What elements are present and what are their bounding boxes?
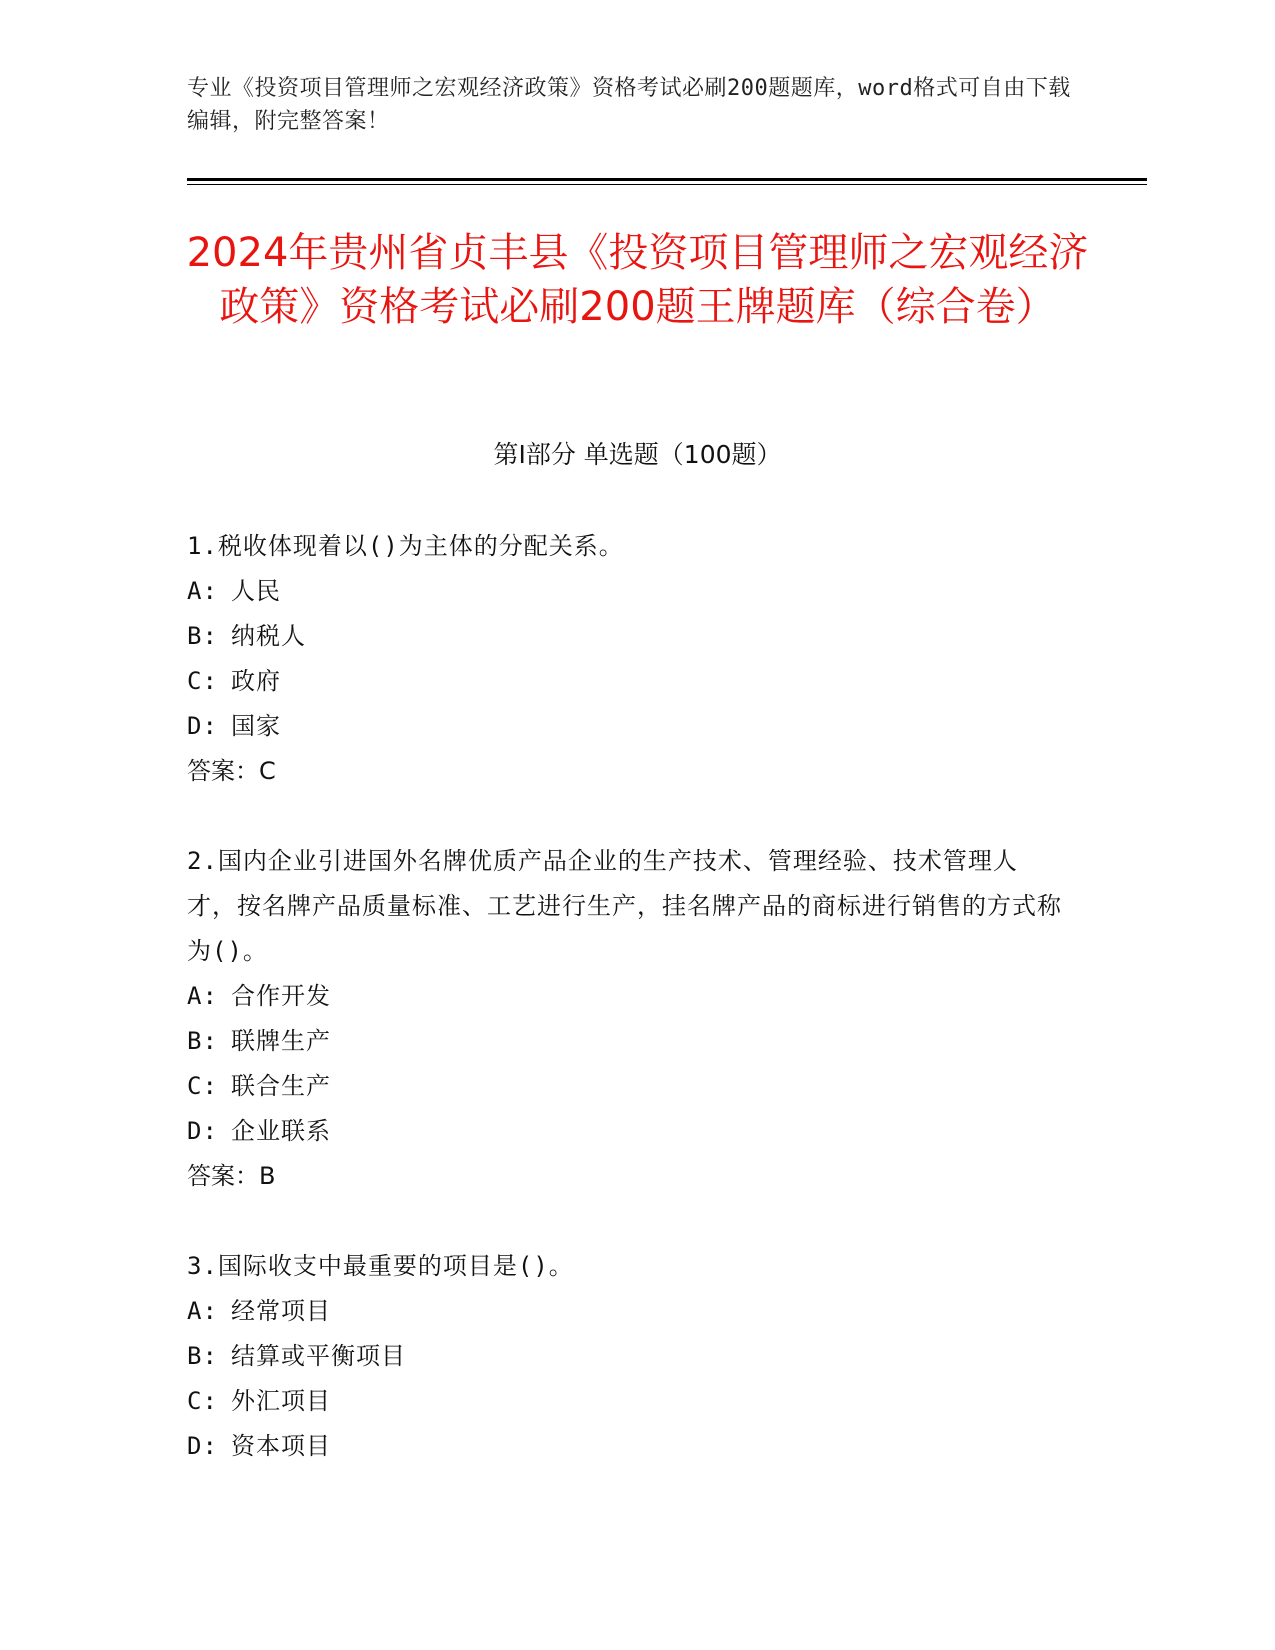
option-letter: B: [187, 622, 218, 650]
option-d [187, 704, 1067, 749]
answer-line: 答案：B [187, 1162, 276, 1190]
option-text: 经常项目 [231, 1297, 331, 1325]
question-list [187, 524, 1067, 1514]
option-letter: D: [187, 1117, 218, 1145]
option-letter: B: [187, 1027, 218, 1055]
question-3 [187, 1244, 1067, 1469]
option-text: 外汇项目 [231, 1387, 331, 1415]
option-text: 国家 [231, 712, 281, 740]
option-a [187, 1289, 1067, 1334]
option-letter: A: [187, 982, 218, 1010]
option-d [187, 1109, 1067, 1154]
option-letter: C: [187, 1072, 218, 1100]
question-stem: 3.国际收支中最重要的项目是()。 [187, 1252, 574, 1280]
option-letter: A: [187, 1297, 218, 1325]
option-text: 企业联系 [231, 1117, 331, 1145]
section-title: 第I部分 单选题（100题） [493, 440, 782, 469]
option-b [187, 614, 1067, 659]
option-text: 资本项目 [231, 1432, 331, 1460]
option-text: 人民 [231, 577, 281, 605]
option-text: 纳税人 [231, 622, 306, 650]
document-title: 2024年贵州省贞丰县《投资项目管理师之宏观经济政策》资格考试必刷200题王牌题库（综合卷） [186, 230, 1089, 330]
option-letter: B: [187, 1342, 218, 1370]
option-text: 联牌生产 [231, 1027, 331, 1055]
option-letter: D: [187, 712, 218, 740]
option-c [187, 1379, 1067, 1424]
header-note: 专业《投资项目管理师之宏观经济政策》资格考试必刷200题题库，word格式可自由下载编辑，附完整答案！ [187, 76, 1071, 134]
header-divider-thin [187, 184, 1147, 185]
header-divider-thick [187, 178, 1147, 181]
option-letter: C: [187, 1387, 218, 1415]
option-c [187, 659, 1067, 704]
option-text: 联合生产 [231, 1072, 331, 1100]
option-b [187, 1019, 1067, 1064]
option-text: 政府 [231, 667, 281, 695]
question-stem: 2.国内企业引进国外名牌优质产品企业的生产技术、管理经验、技术管理人才，按名牌产品质量标准、工艺进行生产，挂名牌产品的商标进行销售的方式称为()。 [187, 847, 1062, 965]
option-letter: A: [187, 577, 218, 605]
option-letter: C: [187, 667, 218, 695]
question-2 [187, 839, 1067, 1199]
option-text: 结算或平衡项目 [231, 1342, 406, 1370]
option-d [187, 1424, 1067, 1469]
option-a [187, 974, 1067, 1019]
option-b [187, 1334, 1067, 1379]
option-c [187, 1064, 1067, 1109]
option-letter: D: [187, 1432, 218, 1460]
option-text: 合作开发 [231, 982, 331, 1010]
question-stem: 1.税收体现着以()为主体的分配关系。 [187, 532, 624, 560]
answer-line: 答案：C [187, 757, 276, 785]
question-1 [187, 524, 1067, 794]
option-a [187, 569, 1067, 614]
